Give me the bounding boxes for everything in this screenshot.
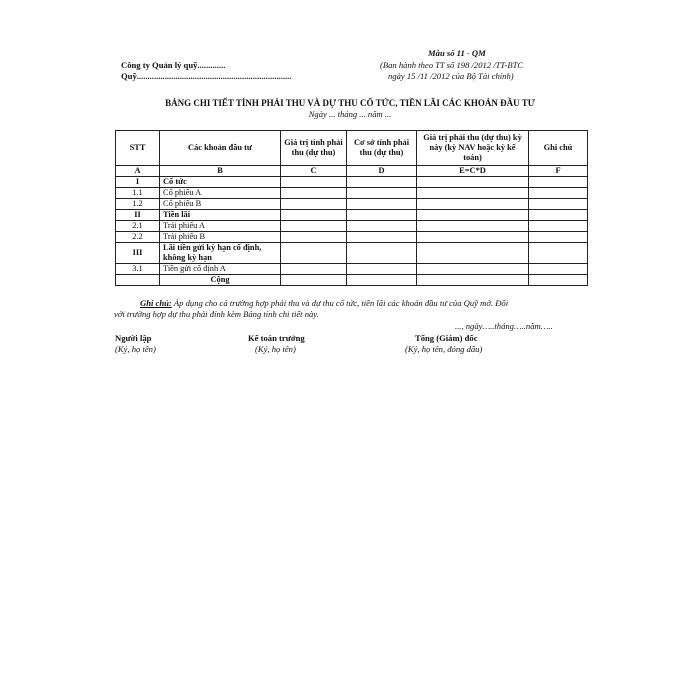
table-row: [116, 221, 588, 232]
row-name: Trái phiếu A: [160, 221, 281, 232]
row-stt: 3.1: [116, 264, 160, 275]
cell-empty: [281, 210, 347, 221]
row-stt: I: [116, 177, 160, 188]
letter-e: E=C*D: [417, 166, 529, 177]
cell-empty: [417, 221, 529, 232]
letter-a: A: [116, 166, 160, 177]
cell-empty: [417, 232, 529, 243]
table-row: [116, 264, 588, 275]
cell-empty: [529, 264, 588, 275]
cell-empty: [529, 243, 588, 264]
cell-empty: [417, 210, 529, 221]
cell-empty: [417, 199, 529, 210]
row-name: Tiền lãi: [160, 210, 281, 221]
table-header-row: [116, 131, 588, 166]
cell-empty: [417, 177, 529, 188]
signature-preparer-hint: (Ký, họ tên): [115, 344, 156, 354]
cell-empty: [417, 243, 529, 264]
row-stt: 1.1: [116, 188, 160, 199]
cell-empty: [529, 177, 588, 188]
letter-c: C: [281, 166, 347, 177]
issued-date-line: ngày 15 /11 /2012 của Bộ Tài chính): [388, 71, 514, 81]
signature-director-hint: (Ký, họ tên, đóng dấu): [405, 344, 483, 354]
header-stt: STT: [116, 131, 160, 166]
table-row: [116, 188, 588, 199]
cell-empty: [281, 275, 347, 286]
cell-empty: [347, 232, 417, 243]
table-row: [116, 210, 588, 221]
row-stt: 2.1: [116, 221, 160, 232]
note-label: Ghi chú:: [140, 298, 172, 308]
cell-empty: [347, 210, 417, 221]
cell-empty: [347, 275, 417, 286]
column-letters-row: [116, 166, 588, 177]
cell-empty: [529, 232, 588, 243]
header-investments: Các khoản đầu tư: [160, 131, 281, 166]
row-stt: II: [116, 210, 160, 221]
cell-empty: [281, 188, 347, 199]
cell-empty: [347, 188, 417, 199]
row-name: Cổ tức: [160, 177, 281, 188]
date-line: ..., ngày…..tháng…..năm…..: [455, 321, 553, 331]
row-name: Cổ phiếu A: [160, 188, 281, 199]
table-row: [116, 199, 588, 210]
letter-d: D: [347, 166, 417, 177]
row-name: Trái phiếu B: [160, 232, 281, 243]
cell-empty: [281, 221, 347, 232]
note-line-1: [140, 298, 508, 308]
total-row: [116, 275, 588, 286]
note-line-2: với trường hợp dự thu phải đính kèm Bảng tính chi tiết này.: [114, 309, 319, 319]
cell-empty: [281, 243, 347, 264]
page-title: BẢNG CHI TIẾT TÍNH PHẢI THU VÀ DỰ THU CỔ TỨC, TIỀN LÃI CÁC KHOẢN ĐẦU TƯ: [165, 98, 535, 108]
cell-empty: [529, 188, 588, 199]
cell-empty: [281, 177, 347, 188]
cell-empty: [529, 221, 588, 232]
row-stt: III: [116, 243, 160, 264]
cell-empty: [417, 188, 529, 199]
header-notes: Ghi chú: [529, 131, 588, 166]
cell-empty: [529, 199, 588, 210]
signature-director-role: Tổng (Giám) đốc: [415, 333, 478, 343]
letter-b: B: [160, 166, 281, 177]
cell-empty: [417, 275, 529, 286]
signature-accountant-role: Kế toán trưởng: [248, 333, 305, 343]
header-calc-basis: Cơ sở tính phải thu (dự thu): [347, 131, 417, 166]
total-label: Cộng: [160, 275, 281, 286]
cell-empty: [281, 232, 347, 243]
cell-empty: [529, 275, 588, 286]
letter-f: F: [529, 166, 588, 177]
cell-empty: [417, 264, 529, 275]
fund-label: Quỹ........................................................................: [121, 71, 292, 81]
cell-empty: [281, 264, 347, 275]
cell-empty: [347, 264, 417, 275]
row-stt: 1.2: [116, 199, 160, 210]
row-name: Tiền gửi cố định A: [160, 264, 281, 275]
page-subtitle: Ngày ... tháng ... năm ...: [308, 109, 392, 119]
signature-preparer-role: Người lập: [115, 333, 152, 343]
issued-by-line: (Ban hành theo TT số 198 /2012 /TT-BTC: [380, 60, 524, 70]
cell-empty: [347, 221, 417, 232]
row-name: Lãi tiền gửi kỳ hạn cố định, không kỳ hạn: [160, 243, 281, 264]
cell-empty: [347, 177, 417, 188]
cell-empty: [347, 243, 417, 264]
table-row: [116, 232, 588, 243]
note-text-1: Áp dụng cho cả trường hợp phải thu và dự thu cổ tức, tiền lãi các khoản đầu tư của Quỹ mở. Đối: [171, 298, 509, 308]
cell-empty: [529, 210, 588, 221]
company-label: Công ty Quản lý quỹ.............: [121, 60, 226, 70]
form-number: Mẫu số 11 - QM: [428, 48, 486, 58]
receivables-table: [115, 130, 588, 286]
signature-accountant-hint: (Ký, họ tên): [255, 344, 296, 354]
table-row: [116, 243, 588, 264]
cell-empty: [116, 275, 160, 286]
cell-empty: [347, 199, 417, 210]
row-stt: 2.2: [116, 232, 160, 243]
row-name: Cổ phiếu B: [160, 199, 281, 210]
table-row: [116, 177, 588, 188]
header-receivable-value: Giá trị phải thu (dự thu) kỳ này (kỳ NAV hoặc kỳ kế toán): [417, 131, 529, 166]
header-calc-value: Giá trị tính phải thu (dự thu): [281, 131, 347, 166]
cell-empty: [281, 199, 347, 210]
